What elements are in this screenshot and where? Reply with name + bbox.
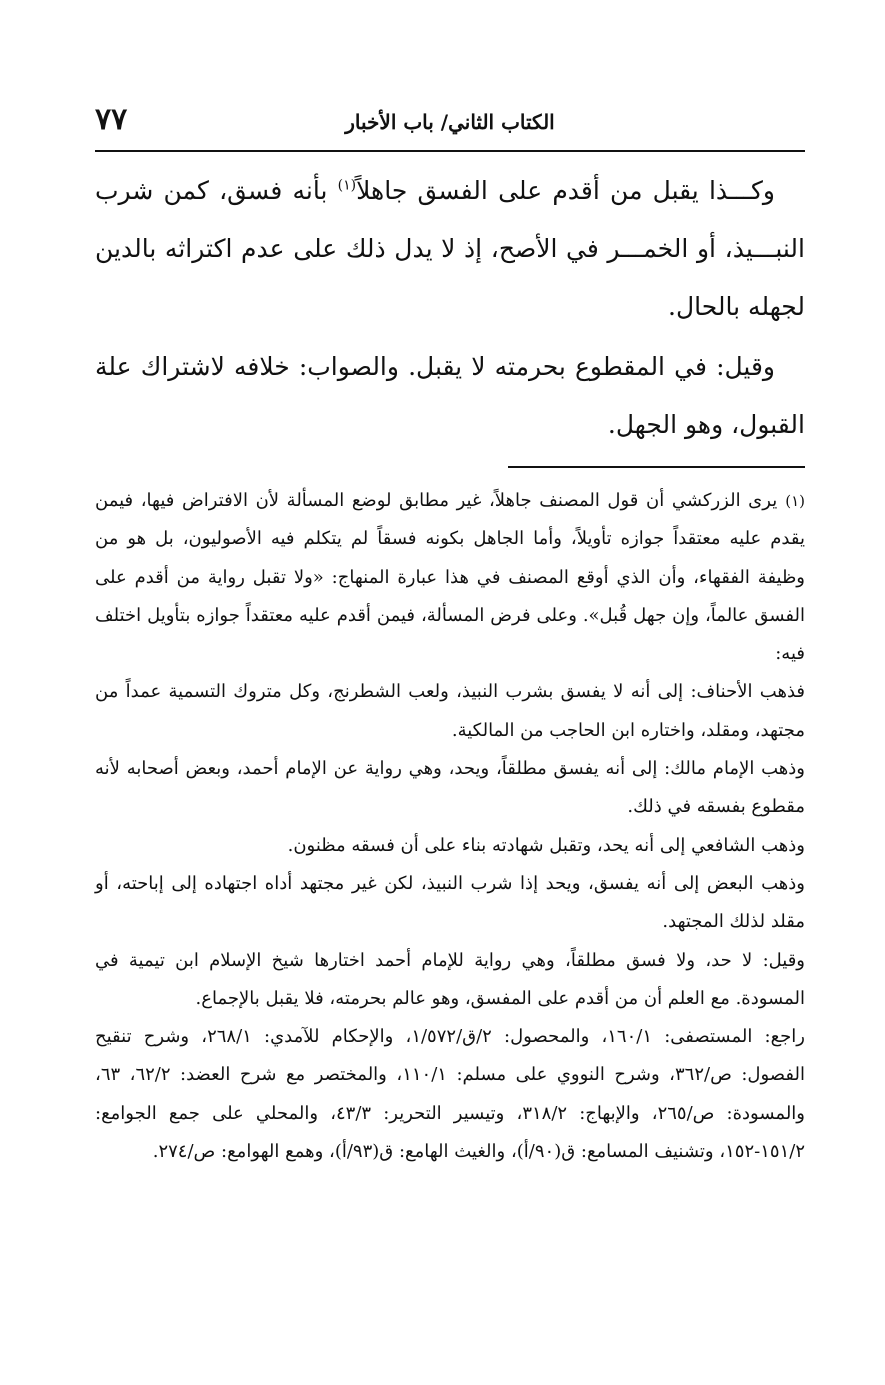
running-title: الكتاب الثاني/ باب الأخبار — [345, 110, 555, 134]
header-rule — [95, 150, 805, 152]
footnote-marker: (١) — [785, 492, 805, 510]
footnotes — [95, 482, 805, 1171]
footnote-paragraph-7: راجع: المستصفى: ١٦٠/١، والمحصول: ٢/ق/١/٥٧٢، والإحكام للآمدي: ٢٦٨/١، وشرح تنقيح الفصول: ص/٣٦٢، وشرح النووي على مسلم: ١١٠/١، والمختصر مع شرح العضد: ٦٢/٢، ٦٣، والمسودة: ص/٢٦٥، والإبهاج: ٣١٨/٢، وتيسير التحرير: ٤٣/٣، والمحلي على جمع الجوامع: ١٥١/٢-١٥٢، وتشنيف المسامع: ق(٩٠/أ)، والغيث الهامع: ق(٩٣/أ)، وهمع الهوامع: ص/٢٧٤. — [95, 1026, 806, 1163]
main-text — [95, 162, 805, 456]
footnote-paragraph-4: وذهب الشافعي إلى أنه يحد، وتقبل شهادته بناء على أن فسقه مظنون. — [287, 834, 805, 856]
footnote-paragraph-3: وذهب الإمام مالك: إلى أنه يفسق مطلقاً، ويحد، وهي رواية عن الإمام أحمد، وبعض أصحابه لأنه مقطوع بفسقه في ذلك. — [95, 758, 805, 818]
footnote-separator — [508, 466, 805, 468]
page-header — [95, 100, 805, 144]
footnote-paragraph-5: وذهب البعض إلى أنه يفسق، ويحد إذا شرب النبيذ، لكن غير مجتهد أداه اجتهاده إلى إباحته، أو مقلد لذلك المجتهد. — [95, 872, 805, 933]
page-number: ٧٧ — [95, 102, 128, 137]
footnote-paragraph-1 — [95, 482, 805, 673]
main-paragraph-1-start: وكـــذا يقبل من أقدم على الفسق جاهلاً — [356, 176, 775, 205]
main-paragraph-2: وقيل: في المقطوع بحرمته لا يقبل. والصواب: خلافه لاشتراك علة القبول، وهو الجهل. — [95, 352, 805, 439]
footnote-paragraph-2: فذهب الأحناف: إلى أنه لا يفسق بشرب النبيذ، ولعب الشطرنج، وكل متروك التسمية عمداً من مجتهد، ومقلد، واختاره ابن الحاجب من المالكية. — [95, 681, 805, 741]
footnote-reference: (١) — [337, 177, 357, 194]
footnote-paragraph-1-text: يرى الزركشي أن قول المصنف جاهلاً، غير مطابق لوضع المسألة لأن الافتراض فيها، فيمن يقدم عليه معتقداً جوازه تأويلاً، وأما الجاهل بكونه فسقاً لم يتكلم فيه الأصوليون، بل هو من وظيفة الفقهاء، وأن الذي أوقع المصنف في هذا عبارة المنهاج: «ولا تقبل رواية من أقدم على الفسق عالماً، وإن جهل قُبل». وعلى فرض المسألة، فيمن أقدم عليه معتقداً جوازه بتأويل اختلف فيه: — [95, 490, 805, 665]
main-paragraph-1 — [95, 162, 805, 336]
main-paragraph-1-end: بأنه فسق، كمن شرب النبـــيذ، أو الخمـــر في الأصح، إذ لا يدل ذلك على عدم اكتراثه بالدين لجهله بالحال. — [95, 176, 805, 321]
footnote-paragraph-6: وقيل: لا حد، ولا فسق مطلقاً، وهي رواية للإمام أحمد اختارها شيخ الإسلام ابن تيمية في المسودة. مع العلم أن من أقدم على المفسق، وهو عالم بحرمته، فلا يقبل بالإجماع. — [95, 949, 805, 1009]
